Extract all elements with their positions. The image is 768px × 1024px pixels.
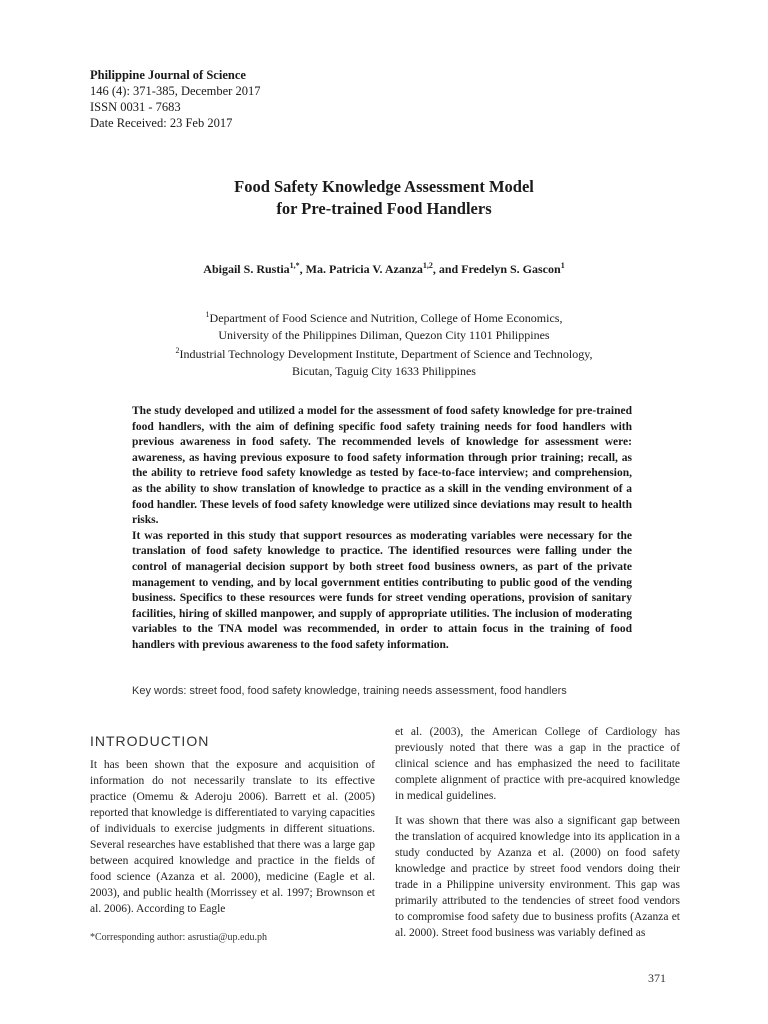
journal-date-received: Date Received: 23 Feb 2017 [90,116,233,130]
affiliation-2-line1 [0,343,768,363]
affiliation-1-text: Department of Food Science and Nutrition, College of Home Economics, [209,311,563,325]
abstract [132,404,632,654]
abstract-paragraph-2: It was reported in this study that support resources as moderating variables were necessary for the translation of food safety knowledge to practice. The identified resources were falling under the control of managerial decision support by both street food business owners, as part of the private management to vending, and by local government entities contributing to public good of the vending business. Specifics to these resources were funds for street vending operations, provision of sanitary facilities, hiring of skilled manpower, and supply of appropriate utilities. The inclusion of moderating variables to the TNA model was recommended, in order to attain focus in the training of food handlers with previous awareness to the food safety information. [132,529,632,651]
paper-title-line1: Food Safety Knowledge Assessment Model [234,177,534,196]
author-1-affiliation-mark: 1,* [289,261,300,270]
author-2-affiliation-mark: 1,2 [422,261,433,270]
affiliations [0,307,768,379]
affiliation-2-text: Industrial Technology Development Institute, Department of Science and Technology, [179,347,593,361]
intro-paragraph-1: It has been shown that the exposure and acquisition of information do not necessarily translate to its effective practice (Omemu & Aderoju 2006). Barrett et al. (2005) reported that knowledge is differentiated to varying capacities of individuals to exercise judgments in different situations. Several researches have established that there was a large gap between acquired knowledge and practice in the fields of food science (Azanza et al. 2000), medicine (Eagle et al. 2003), and public health (Morrissey et al. 1997; Brownson et al. 2006). According to Eagle [90,759,375,915]
page-number: 371 [648,971,666,985]
keywords: Key words: street food, food safety knowledge, training needs assessment, food handlers [132,685,567,697]
author-3-affiliation-mark: 1 [560,261,565,270]
affiliation-1-mark: 1 [205,310,210,319]
affiliation-2-line2: Bicutan, Taguig City 1633 Philippines [292,363,476,378]
intro-paragraph-2: It was shown that there was also a significant gap between the translation of acquired knowledge into its application in a study conducted by Azanza et al. (2000) on food safety knowledge and practice by street food vendors doing their trade in a Philippine university environment. This gap was primarily attributed to the tendencies of street food vendors to compromise food safety due to business profits (Azanza et al. 2000). Street food business was variably defined as [395,815,680,939]
affiliation-2-mark: 2 [175,346,180,355]
author-2-name: Ma. Patricia V. Azanza [305,262,423,276]
left-column [90,733,375,917]
abstract-paragraph-1: The study developed and utilized a model for the assessment of food safety knowledge for pre-trained food handlers, with the aim of defining specific food safety training needs for food handlers with previous awareness in food safety. The recommended levels of knowledge for assessment were: awareness, as having previous exposure to food safety information through prior training; recall, as the ability to retrieve food safety knowledge as tested by face-to-face interview; and comprehension, as the ability to show translation of knowledge to practice as a skill in the vending environment of a food handler. These levels of food safety knowledge were utilized since deviations may result to health risks. [132,405,632,527]
paper-title-line2: for Pre-trained Food Handlers [276,199,492,218]
author-list: Abigail S. Rustia$^{1,*}$, Ma. Patricia V. Azanza$^{1,2}$, and Fredelyn S. Gascon$^1$ [203,261,565,276]
journal-volume-pages: 146 (4): 371-385, December 2017 [90,84,261,98]
right-column [395,724,680,941]
author-3-name: and Fredelyn S. Gascon [438,262,561,276]
journal-issn: ISSN 0031 - 7683 [90,100,181,114]
affiliation-1-line2: University of the Philippines Diliman, Quezon City 1101 Philippines [218,327,550,342]
intro-paragraph-continued: et al. (2003), the American College of Cardiology has previously noted that there was a gap in the practice of clinical science and has emphasized the need to facilitate complete alignment of practice with pre-acquired knowledge in medical guidelines. [395,726,680,802]
section-heading-introduction: INTRODUCTION [90,733,210,749]
author-1-name: Abigail S. Rustia [203,262,290,276]
paper-title [0,176,768,220]
affiliation-1-line1 [0,307,768,327]
corresponding-author-footnote: *Corresponding author: asrustia@up.edu.ph [90,932,267,943]
journal-header [90,67,260,131]
journal-name: Philippine Journal of Science [90,68,246,82]
